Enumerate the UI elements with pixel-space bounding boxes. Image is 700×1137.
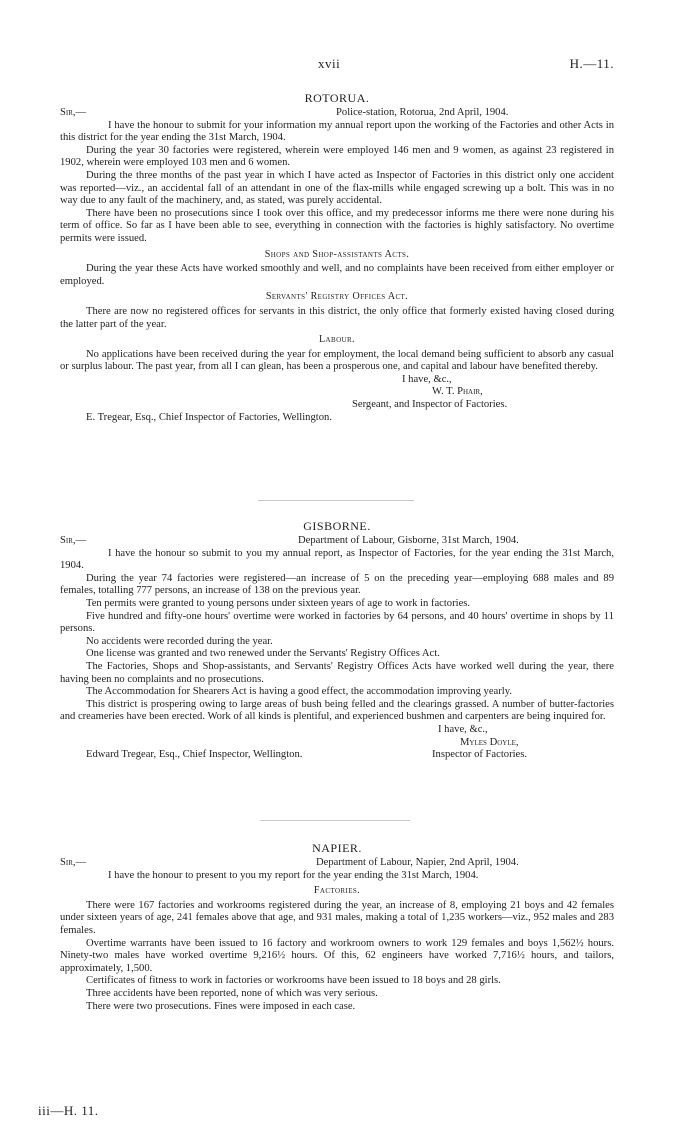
rotorua-paragraph: During the three months of the past year in which I have acted as Inspector of Factories in this district only one accident was reported—viz., an accidental fall of an attendant in one of the flax-mills while engaged screwing up a bolt. This was in no way due to any fault of the machinery, and, as stated, was purely accidental.	[60, 169, 614, 207]
rotorua-paragraph: There have been no prosecutions since I took over this office, and my predecessor informs me there were none during his term of office. So far as I have been able to see, everything in connection with the factories is highly satisfactory. No overtime permits were issued.	[60, 207, 614, 244]
gisborne-salutation: Sir,—	[60, 534, 87, 546]
gisborne-paragraph: The Accommodation for Shearers Act is having a good effect, the accommodation improving yearly.	[86, 686, 512, 698]
rotorua-heading-shops: Shops and Shop-assistants Acts.	[264, 248, 410, 260]
rotorua-paragraph: During the year these Acts have worked smoothly and well, and no complaints have been received from either employer or employed.	[60, 263, 614, 287]
napier-paragraph: I have the honour to present to you my report for the year ending the 31st March, 1904.	[108, 869, 479, 881]
napier-paragraph: There were 167 factories and workrooms registered during the year, an increase of 8, employing 21 boys and 42 females under sixteen years of age, 241 females above that age, and 931 males, making a total of 1,235 workers—viz., 952 males and 283 females.	[60, 899, 614, 936]
gisborne-address-line	[60, 535, 614, 548]
napier-paragraph: There were two prosecutions. Fines were imposed in each case.	[86, 1000, 356, 1012]
gisborne-signatory-title: Inspector of Factories.	[432, 749, 528, 761]
rotorua-paragraph: No applications have been received during the year for employment, the local demand being sufficient to absorb any casual or surplus labour. The past year, from all I can glean, has been a prosperous one, and capital and labour have benefited thereby.	[60, 348, 614, 373]
napier-address: Department of Labour, Napier, 2nd April, 1904.	[316, 856, 519, 868]
gisborne-signature: Myles Doyle,	[460, 736, 519, 748]
gisborne-paragraph: The Factories, Shops and Shop-assistants, and Servants' Registry Offices Acts have worked well during the year, there having been no complaints and no prosecutions.	[60, 660, 614, 685]
gisborne-closing-line	[60, 749, 614, 762]
section-divider	[260, 820, 410, 821]
napier-address-line	[60, 857, 614, 870]
rotorua-salutation: Sir,—	[60, 106, 87, 118]
gisborne-report	[60, 520, 614, 762]
signature-mark: iii—H. 11.	[38, 1103, 99, 1118]
rotorua-report	[60, 92, 614, 424]
rotorua-address: Police-station, Rotorua, 2nd April, 1904.	[336, 106, 509, 118]
rotorua-heading-labour: Labour.	[319, 334, 355, 346]
rotorua-paragraph: I have the honour to submit for your information my annual report upon the working of the Factories and other Acts in this district for the year ending the 31st March, 1904.	[60, 119, 614, 144]
napier-paragraph: Three accidents have been reported, none of which was very serious.	[86, 987, 378, 999]
rotorua-signature: W. T. Phair,	[432, 386, 483, 398]
napier-paragraph: Certificates of fitness to work in factories or workrooms have been issued to 18 boys and 28 girls.	[86, 975, 501, 987]
page-header	[60, 56, 614, 76]
napier-report	[60, 842, 614, 1013]
rotorua-addressee: E. Tregear, Esq., Chief Inspector of Factories, Wellington.	[86, 411, 332, 423]
rotorua-signatory-title: Sergeant, and Inspector of Factories.	[352, 399, 508, 411]
gisborne-paragraph: I have the honour so submit to you my annual report, as Inspector of Factories, for the year ending the 31st March, 1904.	[60, 547, 614, 572]
napier-heading-factories: Factories.	[313, 885, 361, 897]
page-number: xvii	[318, 56, 341, 71]
gisborne-paragraph: One license was granted and two renewed under the Servants' Registry Offices Act.	[86, 648, 440, 660]
rotorua-paragraph: There are now no registered offices for servants in this district, the only office that formerly existed having closed during the latter part of the year.	[60, 305, 614, 330]
gisborne-paragraph: No accidents were recorded during the year.	[86, 635, 273, 647]
napier-title: NAPIER.	[312, 841, 362, 855]
gisborne-paragraph: During the year 74 factories were registered—an increase of 5 on the preceding year—employing 688 males and 89 females, totalling 777 persons, an increase of 138 on the previous year.	[60, 572, 614, 597]
rotorua-heading-servants: Servants' Registry Offices Act.	[265, 291, 409, 303]
gisborne-signoff: I have, &c.,	[438, 723, 488, 735]
gisborne-addressee: Edward Tregear, Esq., Chief Inspector, Wellington.	[86, 749, 303, 761]
gisborne-title: GISBORNE.	[303, 519, 371, 533]
rotorua-title: ROTORUA.	[304, 91, 370, 105]
napier-salutation: Sir,—	[60, 856, 87, 868]
gisborne-paragraph: Ten permits were granted to young persons under sixteen years of age to work in factories.	[86, 597, 471, 609]
rotorua-address-line	[60, 107, 614, 120]
rotorua-signoff: I have, &c.,	[402, 373, 452, 385]
section-divider	[258, 500, 414, 501]
gisborne-address: Department of Labour, Gisborne, 31st March, 1904.	[298, 534, 519, 546]
napier-paragraph: Overtime warrants have been issued to 16 factory and workroom owners to work 129 females and boys 1,562½ hours. Ninety-two males have worked overtime 9,216½ hours. Of this, 62 engineers have worked 7,716½ hours, and tailors, approximately, 1,500.	[60, 937, 614, 974]
gisborne-paragraph: This district is prospering owing to large areas of bush being felled and the clearings grassed. A number of butter-factories and creameries have been erected. Work of all kinds is plentiful, and experienced bushmen and carpenters are being inquired for.	[60, 698, 614, 723]
gisborne-paragraph: Five hundred and fifty-one hours' overtime were worked in factories by 64 persons, and 40 hours' overtime in shops by 11 persons.	[60, 610, 614, 635]
document-reference: H.—11.	[569, 56, 614, 71]
rotorua-paragraph: During the year 30 factories were registered, wherein were employed 146 men and 9 women, as against 23 registered in 1902, wherein were employed 103 men and 6 women.	[60, 144, 614, 169]
